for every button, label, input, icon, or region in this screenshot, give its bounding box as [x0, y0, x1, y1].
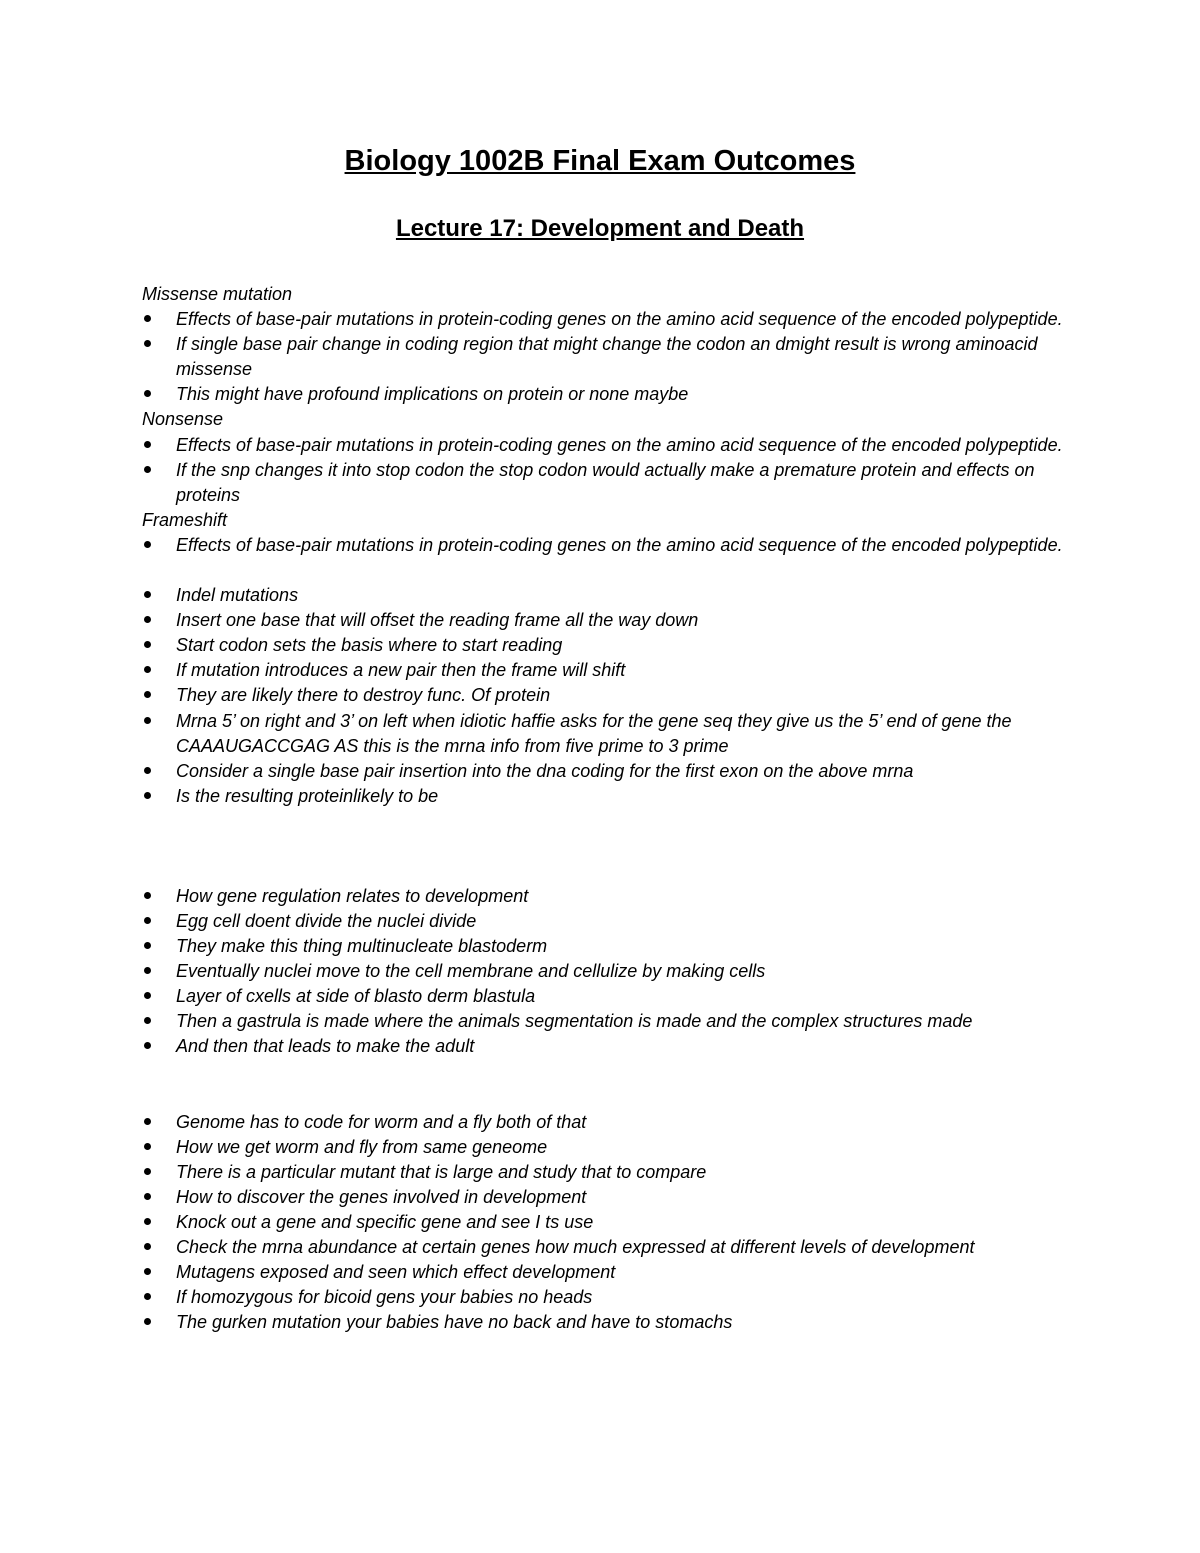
spacer [142, 809, 1072, 884]
document-title: Biology 1002B Final Exam Outcomes [344, 145, 856, 177]
list-item: Eventually nuclei move to the cell membrane and cellulize by making cells [142, 959, 1072, 984]
list-item: They are likely there to destroy func. Of protein [142, 683, 1072, 708]
list-item: There is a particular mutant that is large and study that to compare [142, 1160, 1072, 1185]
bullet-list-missense [142, 307, 1072, 407]
bullet-list-genome [142, 1110, 1072, 1336]
list-item: Insert one base that will offset the reading frame all the way down [142, 608, 1072, 633]
list-item: Effects of base-pair mutations in protein-coding genes on the amino acid sequence of the encoded polypeptide. [142, 533, 1072, 558]
list-item: And then that leads to make the adult [142, 1034, 1072, 1059]
list-item: How gene regulation relates to development [142, 884, 1072, 909]
list-item: How we get worm and fly from same geneome [142, 1135, 1072, 1160]
list-item: This might have profound implications on protein or none maybe [142, 382, 1072, 407]
list-item: Layer of cxells at side of blasto derm blastula [142, 984, 1072, 1009]
list-item: Indel mutations [142, 583, 1072, 608]
lecture-title: Lecture 17: Development and Death [395, 215, 805, 242]
bullet-list-development [142, 884, 1072, 1060]
list-item: If mutation introduces a new pair then the frame will shift [142, 658, 1072, 683]
list-item: If the snp changes it into stop codon the stop codon would actually make a premature protein and effects on proteins [142, 458, 1072, 508]
section-heading-frameshift: Frameshift [142, 509, 228, 530]
list-item: Mutagens exposed and seen which effect development [142, 1260, 1072, 1285]
section-heading-nonsense: Nonsense [142, 409, 224, 430]
list-item: How to discover the genes involved in development [142, 1185, 1072, 1210]
section-heading-missense: Missense mutation [142, 284, 293, 304]
list-item: The gurken mutation your babies have no back and have to stomachs [142, 1310, 1072, 1335]
bullet-list-indel [142, 583, 1072, 809]
spacer [142, 558, 1072, 583]
list-item: Effects of base-pair mutations in protein-coding genes on the amino acid sequence of the encoded polypeptide. [142, 433, 1072, 458]
list-item: Check the mrna abundance at certain genes how much expressed at different levels of development [142, 1235, 1072, 1260]
list-item: Genome has to code for worm and a fly both of that [142, 1110, 1072, 1135]
spacer [142, 1060, 1072, 1110]
list-item: Then a gastrula is made where the animals segmentation is made and the complex structures made [142, 1009, 1072, 1034]
bullet-list-frameshift [142, 533, 1072, 558]
list-item: Start codon sets the basis where to start reading [142, 633, 1072, 658]
list-item: Egg cell doent divide the nuclei divide [142, 909, 1072, 934]
outcomes-content [142, 282, 1072, 1335]
list-item: They make this thing multinucleate blastoderm [142, 934, 1072, 959]
list-item: Consider a single base pair insertion into the dna coding for the first exon on the above mrna [142, 759, 1072, 784]
list-item: If homozygous for bicoid gens your babies no heads [142, 1285, 1072, 1310]
list-item: Effects of base-pair mutations in protein-coding genes on the amino acid sequence of the encoded polypeptide. [142, 307, 1072, 332]
list-item: Knock out a gene and specific gene and see I ts use [142, 1210, 1072, 1235]
list-item: If single base pair change in coding region that might change the codon an dmight result is wrong aminoacid missense [142, 332, 1072, 382]
list-item: Is the resulting proteinlikely to be [142, 784, 1072, 809]
list-item: Mrna 5’ on right and 3’ on left when idiotic haffie asks for the gene seq they give us the 5’ end of gene the CAAAUGACCGAG AS this is the mrna info from five prime to 3 prime [142, 709, 1072, 759]
bullet-list-nonsense [142, 433, 1072, 508]
